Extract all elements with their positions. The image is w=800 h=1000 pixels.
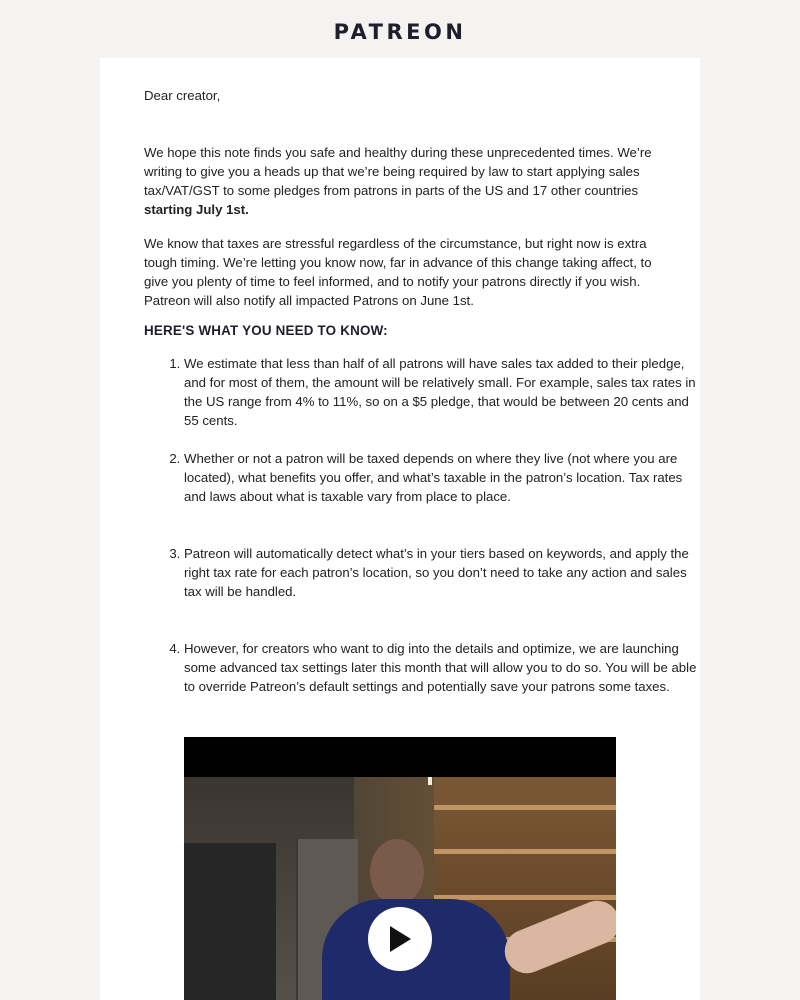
thumbnail-cabinet xyxy=(184,843,276,1000)
email-card xyxy=(100,58,700,1000)
thumbnail-person-head xyxy=(370,839,424,905)
play-icon xyxy=(387,924,413,954)
thumbnail-lamp xyxy=(428,777,432,785)
list-item: 2. Whether or not a patron will be taxed depends on where they live (not where you are located), what benefits you offer, and what’s taxable in the patron’s location. Tax rates and laws about what is taxable vary from place to place. xyxy=(184,449,697,506)
greeting: Dear creator, xyxy=(144,88,221,103)
points-list xyxy=(144,354,697,696)
video-thumbnail[interactable] xyxy=(184,777,616,1000)
second-paragraph: We know that taxes are stressful regardless of the circumstance, but right now is extra tough timing. We’re letting you know now, far in advance of this change taking affect, to give you plenty of time to feel informed, and to notify your patrons directly if you wish. Patreon will also notify all impacted Patrons on June 1st. xyxy=(144,236,652,308)
intro-text: We hope this note finds you safe and healthy during these unprecedented times. We’re writing to give you a heads up that we’re being required by law to start applying sales tax/VAT/GST to some pledges from patrons in parts of the US and 17 other countries xyxy=(144,145,652,198)
patreon-logo[interactable]: PATREON xyxy=(333,20,467,44)
intro-paragraph xyxy=(144,143,656,219)
email-body xyxy=(144,86,697,696)
section-heading: HERE'S WHAT YOU NEED TO KNOW: xyxy=(144,323,388,338)
list-item: 4. However, for creators who want to dig into the details and optimize, we are launching some advanced tax settings later this month that will allow you to do so. You will be able to override Patreon’s default settings and potentially save your patrons some taxes. xyxy=(184,639,697,696)
list-item: 1. We estimate that less than half of all patrons will have sales tax added to their pledge, and for most of them, the amount will be relatively small. For example, sales tax rates in the US range from 4% to 11%, so on a $5 pledge, that would be between 20 cents and 55 cents. xyxy=(184,354,697,430)
play-button[interactable] xyxy=(368,907,432,971)
video-player[interactable] xyxy=(184,737,616,1000)
thumbnail-shelf xyxy=(434,805,616,810)
thumbnail-shelf xyxy=(434,849,616,854)
list-item: 3. Patreon will automatically detect what’s in your tiers based on keywords, and apply the right tax rate for each patron’s location, so you don’t need to take any action and sales tax will be handled. xyxy=(184,544,697,601)
intro-bold-date: starting July 1st. xyxy=(144,202,249,217)
